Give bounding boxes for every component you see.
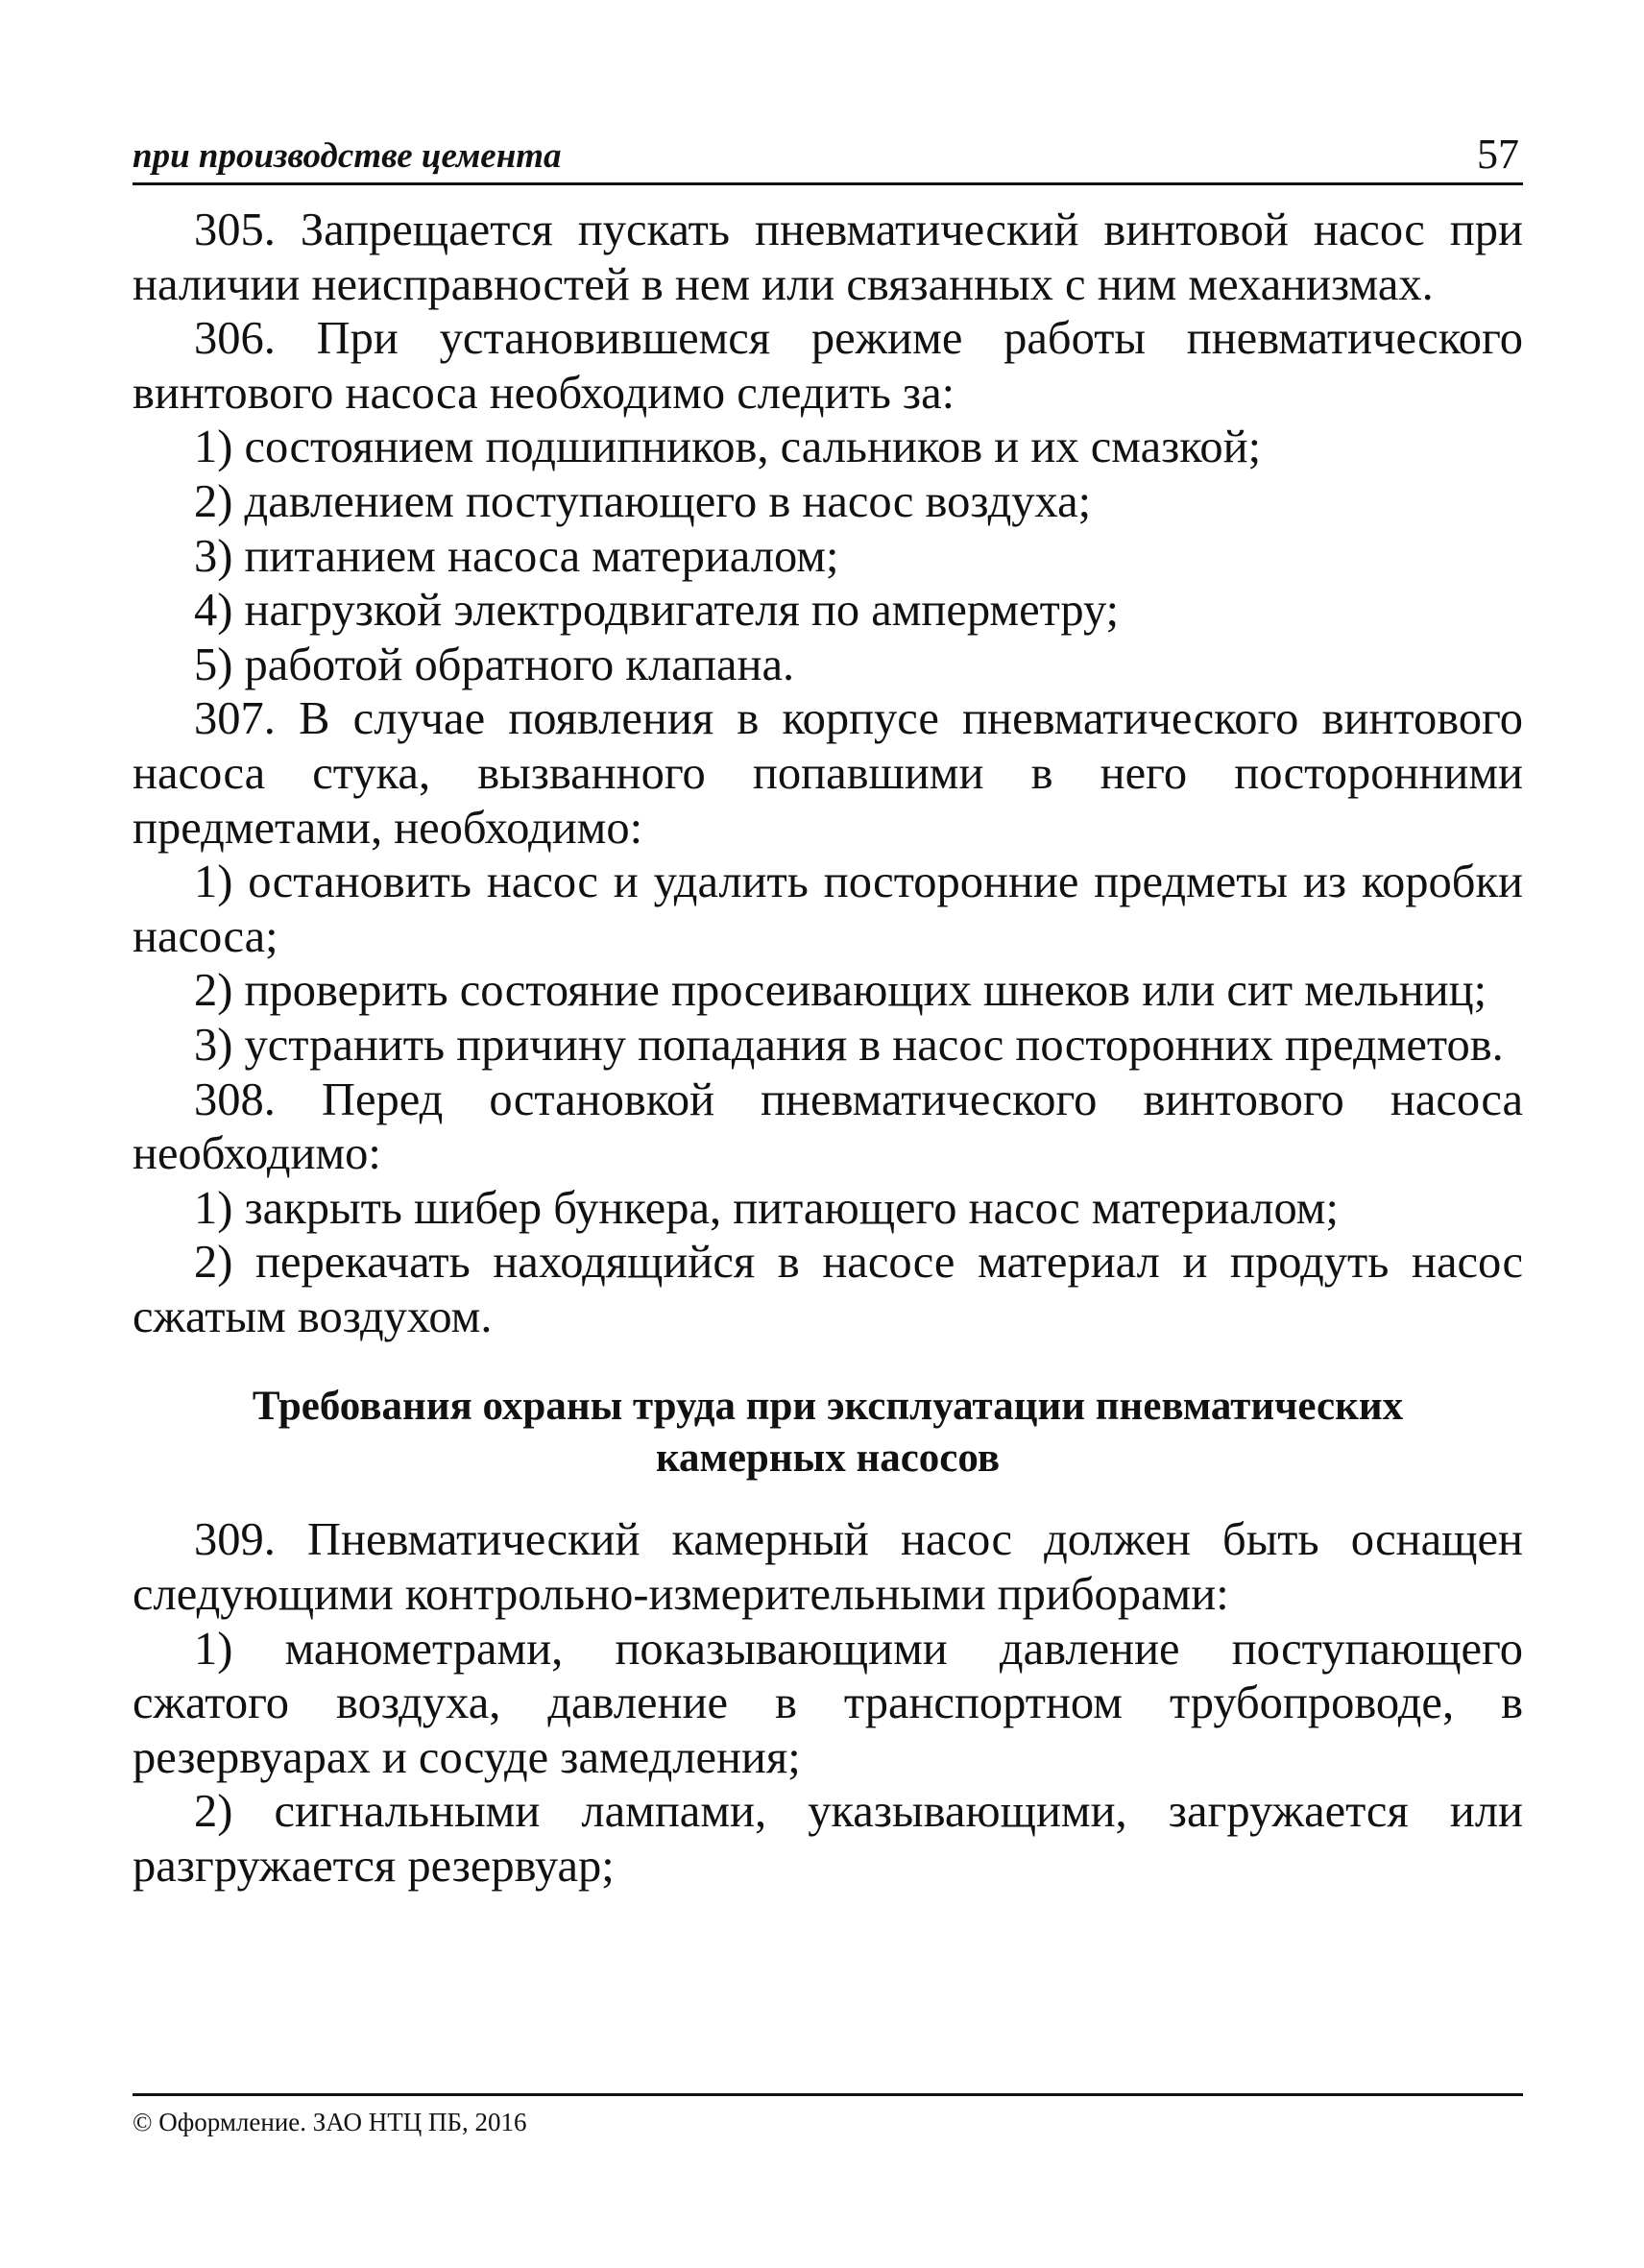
paragraph-309: 309. Пневматический камерный насос должен быть оснащен следующими контрольно-измерительными приборами: bbox=[133, 1514, 1523, 1621]
paragraph-305: 305. Запрещается пускать пневматический винтовой насос при наличии неисправностей в нем или связанных с ним механизмах. bbox=[133, 205, 1523, 310]
footer bbox=[133, 2093, 1523, 2137]
list-item: 1) закрыть шибер бункера, питающего насос материалом; bbox=[194, 1182, 1339, 1234]
running-header bbox=[133, 123, 1523, 185]
list-item: 2) сигнальными лампами, указывающими, загружается или разгружается резервуар; bbox=[133, 1786, 1523, 1893]
list-item: 1) остановить насос и удалить посторонние предметы из коробки насоса; bbox=[133, 857, 1523, 962]
list-item: 2) давлением поступающего в насос воздуха; bbox=[194, 475, 1092, 527]
list-item: 3) питанием насоса материалом; bbox=[194, 530, 839, 582]
body-text bbox=[133, 204, 1523, 1894]
paragraph-307: 307. В случае появления в корпусе пневматического винтового насоса стука, вызванного попавшими в него посторонними предметами, необходимо: bbox=[133, 693, 1523, 854]
list-item: 4) нагрузкой электродвигателя по амперметру; bbox=[194, 585, 1120, 637]
list-item: 1) состоянием подшипников, сальников и их смазкой; bbox=[194, 422, 1262, 473]
list-item: 2) перекачать находящийся в насосе материал и продуть насос сжатым воздухом. bbox=[133, 1237, 1523, 1342]
copyright-notice: © Оформление. ЗАО НТЦ ПБ, 2016 bbox=[133, 2108, 527, 2136]
section-title: Требования охраны труда при эксплуатации пневматических камерных насосов bbox=[252, 1384, 1404, 1482]
list-item: 3) устранить причину попадания в насос посторонних предметов. bbox=[194, 1019, 1504, 1071]
list-item: 5) работой обратного клапана. bbox=[194, 639, 795, 690]
paragraph-306: 306. При установившемся режиме работы пневматического винтового насоса необходимо следить за: bbox=[133, 313, 1523, 419]
header-title: при производстве цемента bbox=[133, 136, 562, 176]
page-number: 57 bbox=[1477, 131, 1519, 178]
list-item: 1) манометрами, показывающими давление поступающего сжатого воздуха, давление в транспортном трубопроводе, в резервуарах и сосуде замедления; bbox=[133, 1623, 1523, 1783]
list-item: 2) проверить состояние просеивающих шнеков или сит мельниц; bbox=[194, 965, 1487, 1017]
paragraph-308: 308. Перед остановкой пневматического винтового насоса необходимо: bbox=[133, 1074, 1523, 1180]
